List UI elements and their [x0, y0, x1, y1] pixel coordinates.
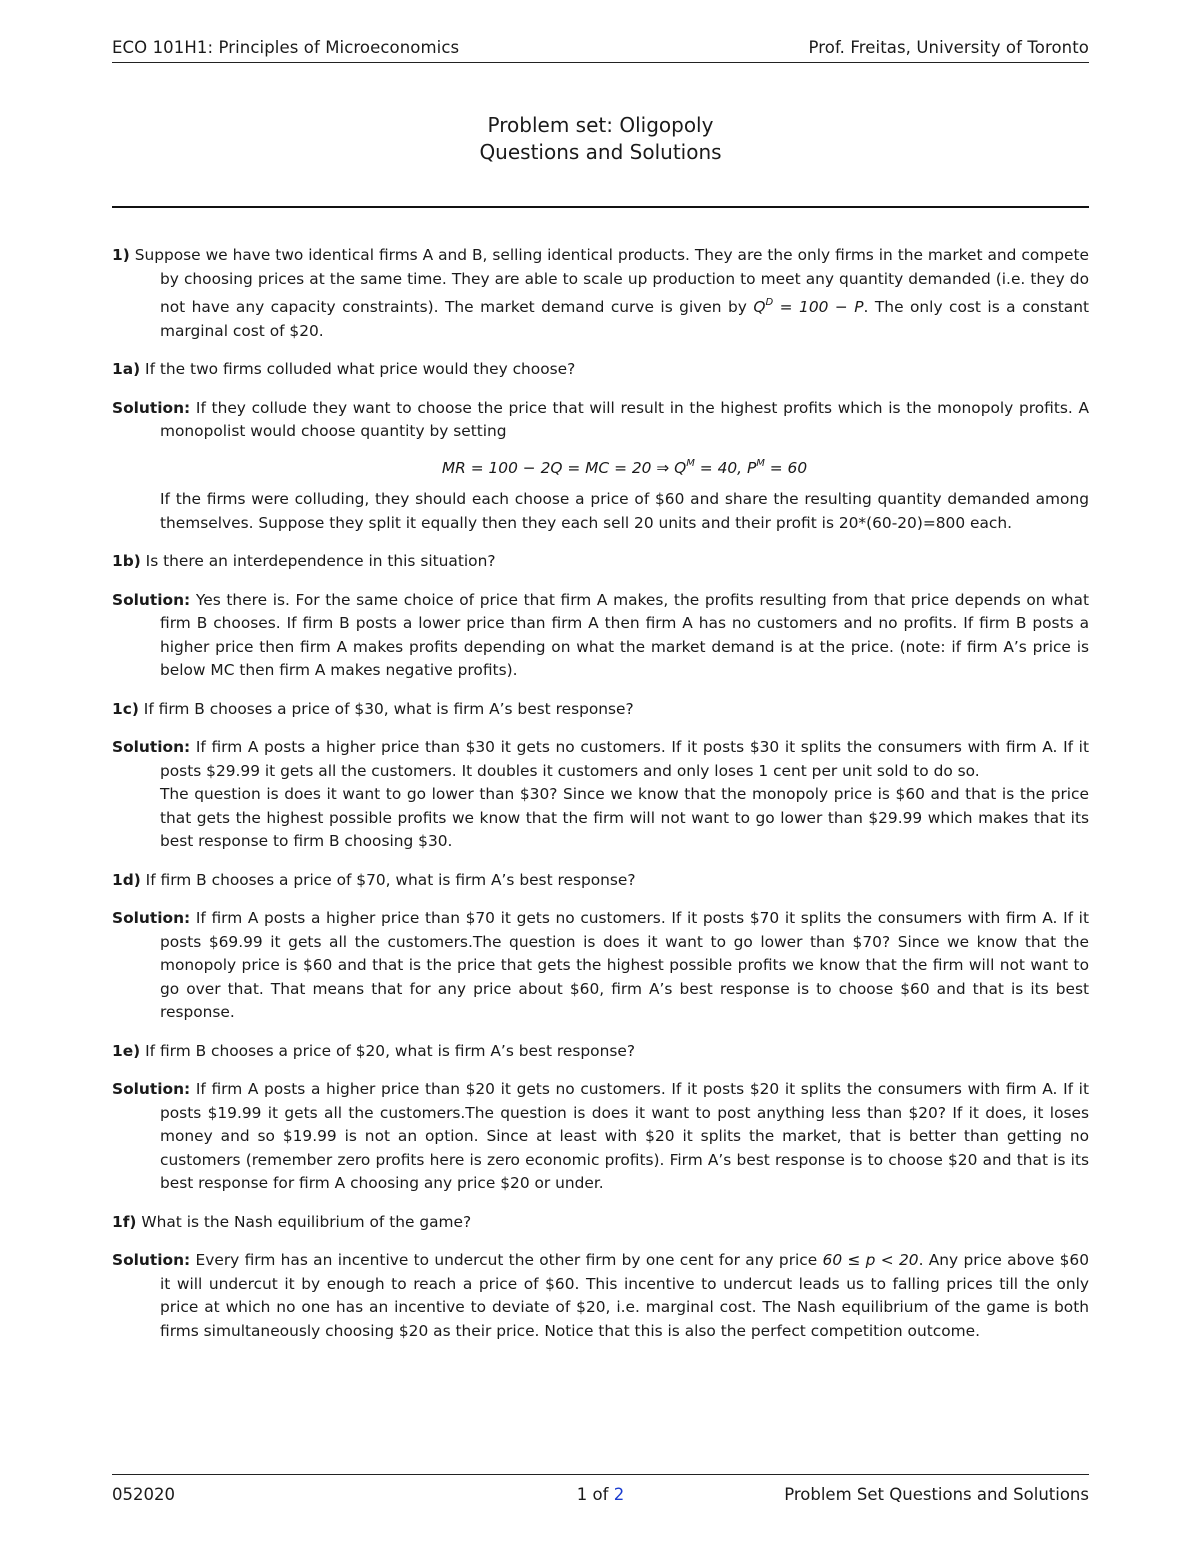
title-line-1: Problem set: Oligopoly: [487, 113, 714, 137]
solution-text-cont: . Any price above $60 it will undercut it by enough to reach a price of $60. This incentive to undercut leads us to falling prices till the only price at which no one has an incentive to deviate of $20, i.e. marginal cost. The Nash equilibrium of the game is both firms simultaneously choosing $20 as their price. Notice that this is also the perfect competition outcome.: [160, 1251, 1089, 1340]
page-of-label: 1 of: [576, 1485, 614, 1504]
title-divider: [112, 206, 1089, 208]
equation-superscript: M: [756, 457, 765, 469]
solution-1f: [112, 1249, 1089, 1343]
running-footer: [112, 1474, 1089, 1504]
solution-text: If they collude they want to choose the price that will result in the highest profits which is the monopoly profits. A monopolist would choose quantity by setting: [160, 398, 1089, 440]
document-body: [112, 244, 1089, 1358]
question-1c: [112, 698, 1089, 722]
question-label: 1d): [112, 870, 141, 889]
question-text: If firm B chooses a price of $20, what is firm A’s best response?: [145, 1041, 635, 1060]
document-page: [112, 0, 1089, 1553]
solution-paragraph-2: The question is does it want to go lower than $30? Since we know that the monopoly price is $60 and that is the price that gets the highest possible profits we know that the firm will not want to go lower than $29.99 which makes that its best response to firm B choosing $30.: [160, 785, 1089, 850]
solution-paragraph-2: If the firms were colluding, they should each choose a price of $60 and share the resulting quantity demanded among themselves. Suppose they split it equally then they each sell 20 units and their profit is 20*(60-20)=800 each.: [160, 490, 1089, 532]
solution-text: If firm A posts a higher price than $30 it gets no customers. If it posts $30 it splits the consumers with firm A. If it posts $29.99 it gets all the customers. It doubles it customers and only loses 1 cent per unit sold to do so.: [160, 738, 1089, 780]
question-text: What is the Nash equilibrium of the game?: [141, 1212, 472, 1231]
question-text: If the two firms colluded what price would they choose?: [145, 360, 576, 378]
question-text: Suppose we have two identical firms A and B, selling identical products. They are the only firms in the market and compete by choosing prices at the same time. They are able to scale up production to meet any quantity demanded (i.e. they do not have any capacity constraints). The market demand curve is given by: [134, 246, 1089, 316]
question-label: 1): [112, 246, 130, 264]
solution-paragraph: [112, 397, 1089, 444]
solution-label: Solution:: [112, 1251, 191, 1269]
question-text: Is there an interdependence in this situation?: [145, 552, 496, 570]
question-label: 1c): [112, 699, 139, 718]
solution-text: If firm A posts a higher price than $70 it gets no customers. If it posts $70 it splits the consumers with firm A. If it posts $69.99 it gets all the customers.The question is does it want to go lower than $70? Since we know that the monopoly price is $60 and that is the price that gets the highest possible profits we know that the firm will not want to go over that. That means that for any price about $60, firm A’s best response is to choose $60 and that is its best response.: [160, 909, 1089, 1021]
equation-part: MR = 100 − 2Q = MC = 20 ⇒ Q: [441, 458, 687, 477]
question-label: 1f): [112, 1212, 137, 1231]
solution-text: Every firm has an incentive to undercut the other firm by one cent for any price: [195, 1251, 823, 1269]
question-1: [112, 244, 1089, 343]
question-1f: [112, 1211, 1089, 1235]
solution-text: If firm A posts a higher price than $20 it gets no customers. If it posts $20 it splits the consumers with firm A. If it posts $19.99 it gets all the customers.The question is does it want to post anything less than $20? If it does, it loses money and so $19.99 is not an option. Since at least with $20 it splits the market, that is better than getting no customers (remember zero profits here is zero economic profits). Firm A’s best response is to choose $20 and that is its best response for firm A choosing any price $20 or under.: [160, 1080, 1089, 1192]
instructor-affiliation: Prof. Freitas, University of Toronto: [808, 38, 1089, 57]
equation-part: = 40, P: [694, 458, 757, 477]
solution-1e: [112, 1078, 1089, 1196]
demand-superscript: D: [765, 297, 774, 308]
footer-title: Problem Set Questions and Solutions: [784, 1485, 1089, 1504]
solution-label: Solution:: [112, 909, 191, 927]
course-title: ECO 101H1: Principles of Microeconomics: [112, 38, 460, 57]
question-text-cont: . The only cost is a constant marginal cost of $20.: [160, 298, 1089, 340]
solution-label: Solution:: [112, 738, 191, 756]
solution-1b: [112, 589, 1089, 683]
question-1b: [112, 550, 1089, 574]
solution-text: Yes there is. For the same choice of price that firm A makes, the profits resulting from that price depends on what firm B chooses. If firm B posts a lower price than firm A then firm A has no customers and no profits. If firm B posts a higher price then firm A makes profits depending on what the market demand is at the price. (note: if firm A’s price is below MC then firm A makes negative profits).: [160, 590, 1089, 679]
equation-part: = 60: [764, 458, 808, 477]
monopoly-equation: [160, 452, 1089, 481]
solution-1c: [112, 736, 1089, 854]
solution-label: Solution:: [112, 590, 191, 609]
total-pages-link[interactable]: 2: [613, 1485, 625, 1504]
demand-symbol: Q: [753, 298, 766, 316]
question-label: 1b): [112, 552, 141, 570]
question-1d: [112, 869, 1089, 893]
question-1a: [112, 358, 1089, 382]
solution-label: Solution:: [112, 1080, 191, 1098]
solution-1a: [112, 397, 1089, 536]
solution-label: Solution:: [112, 398, 191, 417]
question-text: If firm B chooses a price of $70, what is firm A’s best response?: [145, 870, 636, 889]
running-header: [112, 38, 1089, 63]
solution-1d: [112, 907, 1089, 1025]
price-inequality: 60 ≤ p < 20: [822, 1251, 919, 1269]
document-title: [112, 112, 1089, 166]
footer-date: 052020: [112, 1485, 175, 1504]
question-label: 1a): [112, 360, 141, 378]
solution-paragraph: [112, 736, 1089, 783]
question-1e: [112, 1040, 1089, 1064]
demand-equation: = 100 − P: [773, 298, 864, 316]
question-label: 1e): [112, 1041, 141, 1060]
equation-superscript: M: [686, 457, 695, 469]
title-line-2: Questions and Solutions: [479, 140, 722, 164]
question-text: If firm B chooses a price of $30, what is firm A’s best response?: [143, 699, 634, 718]
